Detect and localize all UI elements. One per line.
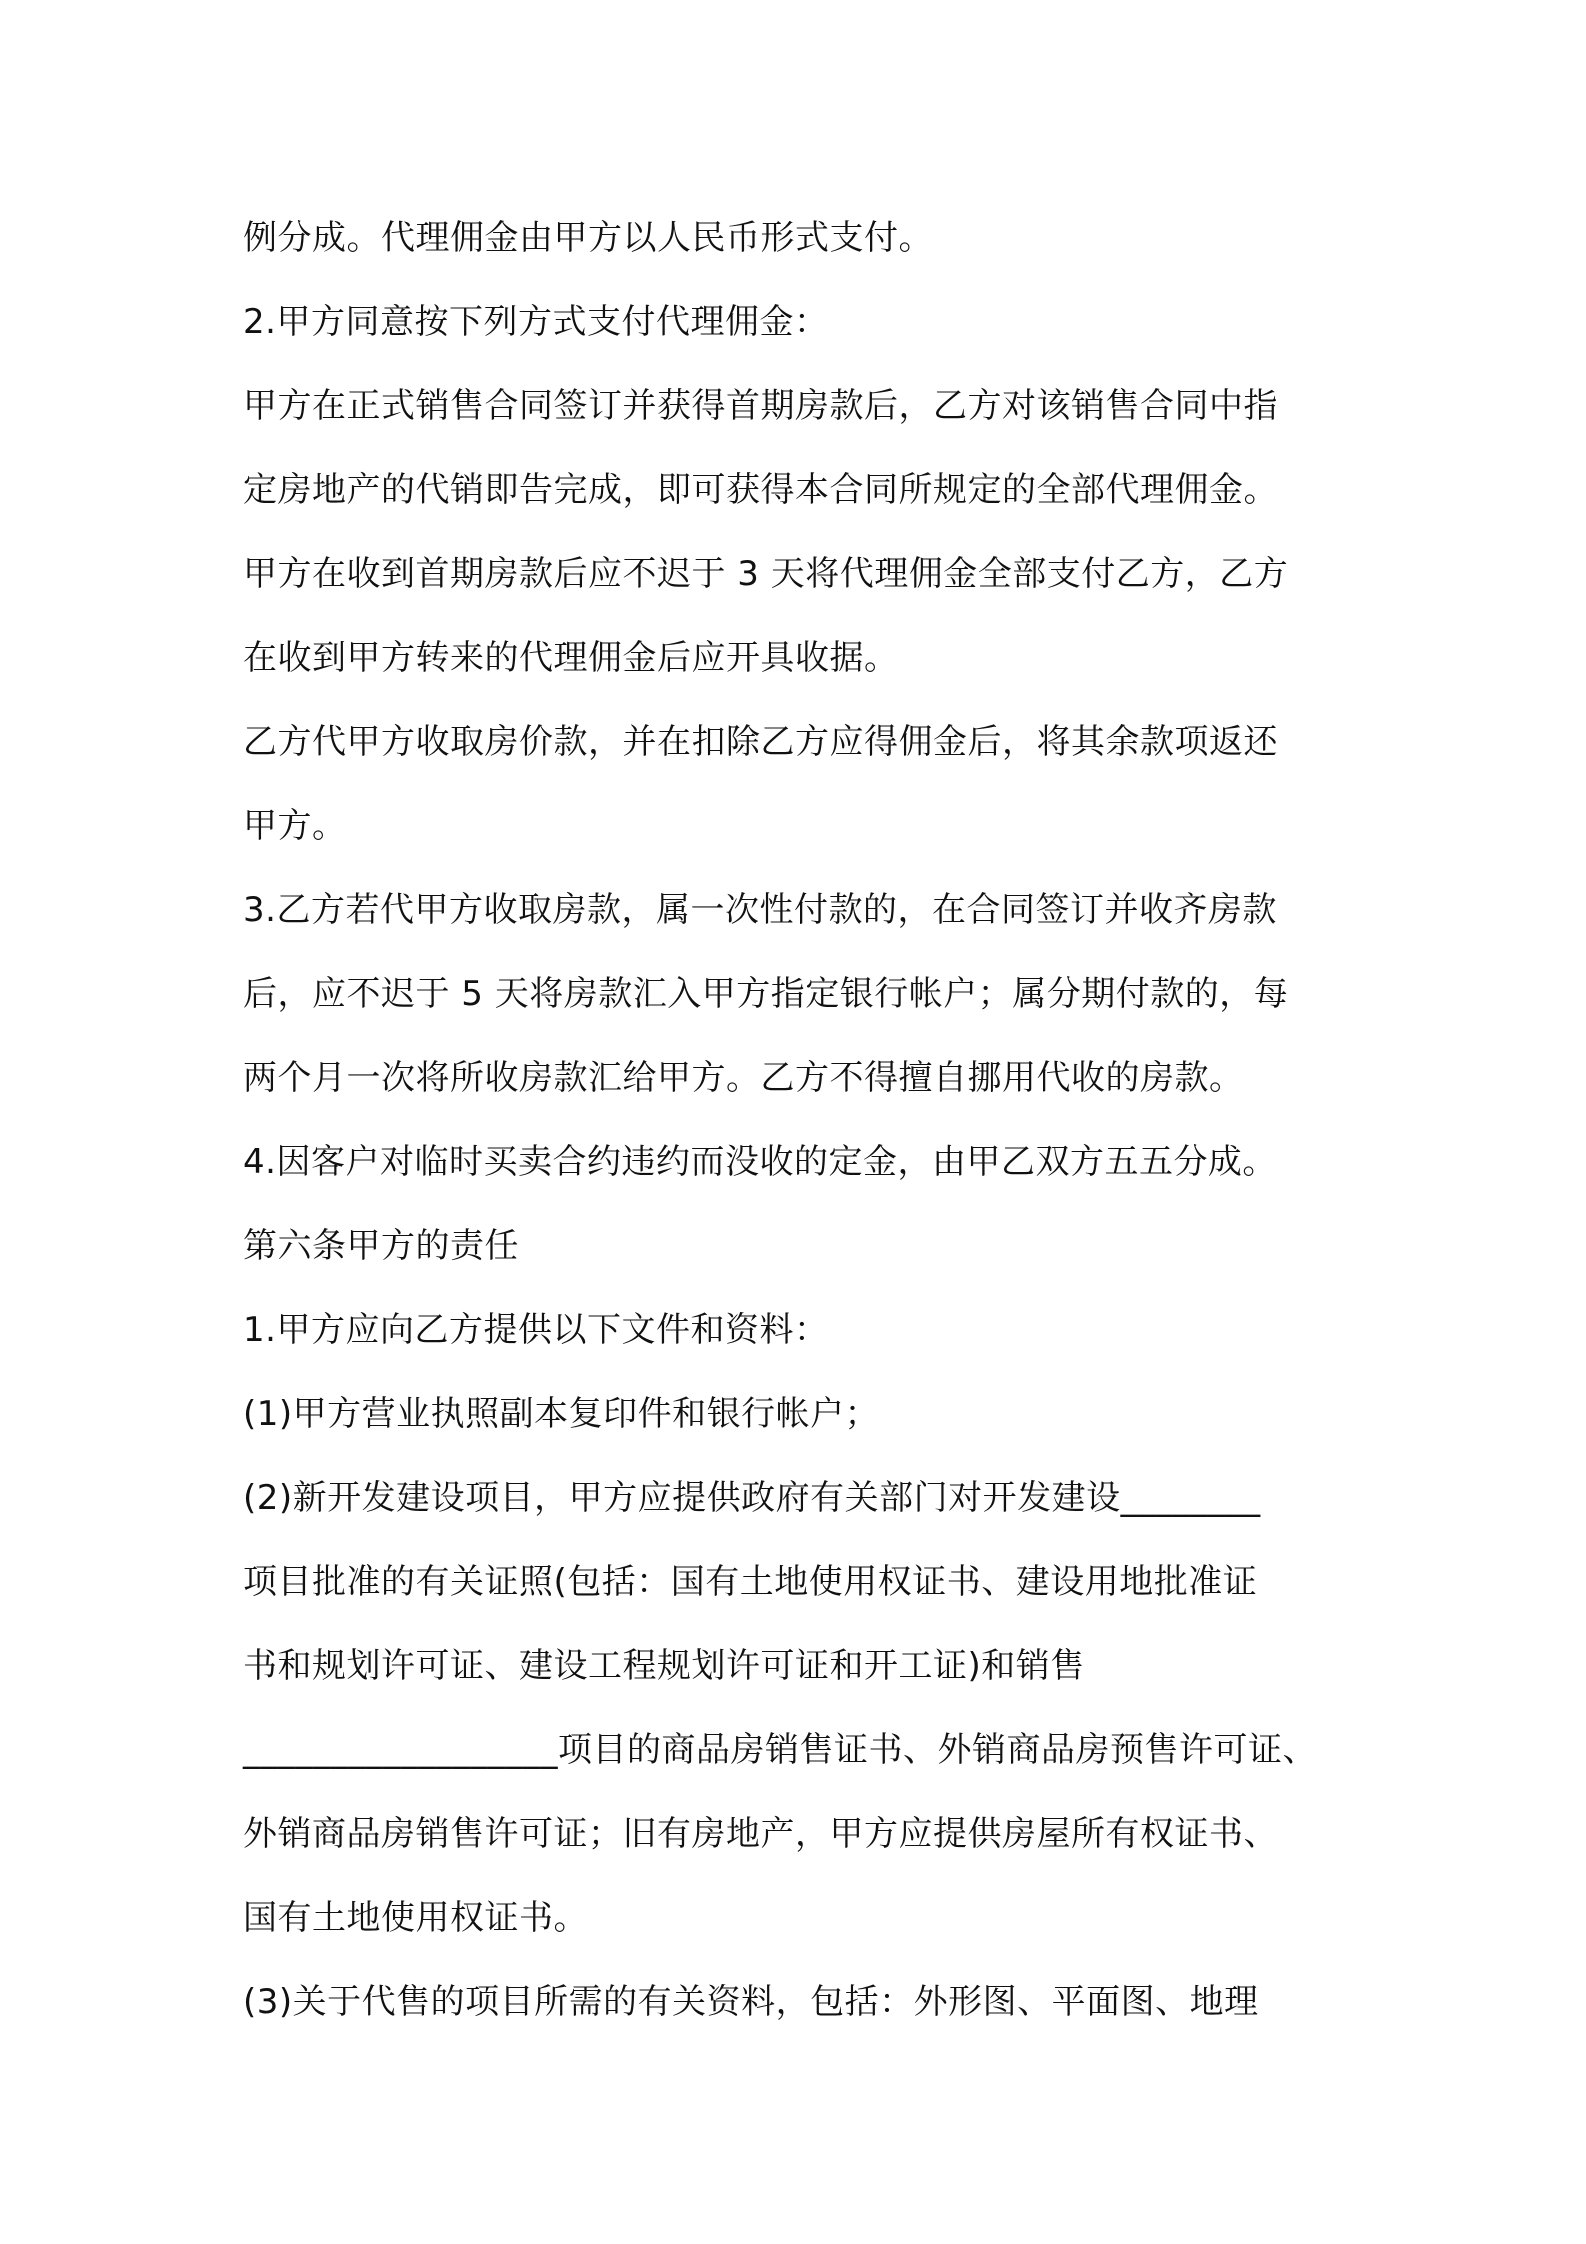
section-heading: 第六条甲方的责任: [243, 1226, 519, 1266]
text-line: 4.因客户对临时买卖合约违约而没收的定金，由甲乙双方五五分成。: [243, 1142, 1277, 1182]
text-line: 甲方在正式销售合同签订并获得首期房款后，乙方对该销售合同中指: [243, 386, 1278, 426]
text-line: 2.甲方同意按下列方式支付代理佣金：: [243, 302, 829, 342]
text-line: 项目批准的有关证照(包括：国有土地使用权证书、建设用地批准证: [243, 1562, 1258, 1602]
text-line: 甲方。: [243, 806, 347, 846]
text-line: (1)甲方营业执照副本复印件和银行帐户；: [243, 1394, 880, 1434]
text-line: 例分成。代理佣金由甲方以人民币形式支付。: [243, 218, 933, 258]
text-line: 1.甲方应向乙方提供以下文件和资料：: [243, 1310, 829, 1350]
text-line: 书和规划许可证、建设工程规划许可证和开工证)和销售: [243, 1646, 1085, 1686]
contract-text: [243, 196, 1373, 2044]
text-line: 定房地产的代销即告完成，即可获得本合同所规定的全部代理佣金。: [243, 470, 1278, 510]
text-line: 国有土地使用权证书。: [243, 1898, 588, 1938]
text-line: 3.乙方若代甲方收取房款，属一次性付款的，在合同签订并收齐房款: [243, 890, 1277, 930]
text-line: __________________项目的商品房销售证书、外销商品房预售许可证、: [243, 1730, 1317, 1770]
text-line: 甲方在收到首期房款后应不迟于 3 天将代理佣金全部支付乙方，乙方: [243, 554, 1289, 594]
text-line: 外销商品房销售许可证；旧有房地产，甲方应提供房屋所有权证书、: [243, 1814, 1278, 1854]
text-line: 乙方代甲方收取房价款，并在扣除乙方应得佣金后，将其余款项返还: [243, 722, 1278, 762]
text-line: (2)新开发建设项目，甲方应提供政府有关部门对开发建设________: [243, 1478, 1261, 1518]
text-line: 后，应不迟于 5 天将房款汇入甲方指定银行帐户；属分期付款的，每: [243, 974, 1289, 1014]
text-line: 在收到甲方转来的代理佣金后应开具收据。: [243, 638, 899, 678]
text-line: 两个月一次将所收房款汇给甲方。乙方不得擅自挪用代收的房款。: [243, 1058, 1244, 1098]
text-line: (3)关于代售的项目所需的有关资料，包括：外形图、平面图、地理: [243, 1982, 1259, 2022]
